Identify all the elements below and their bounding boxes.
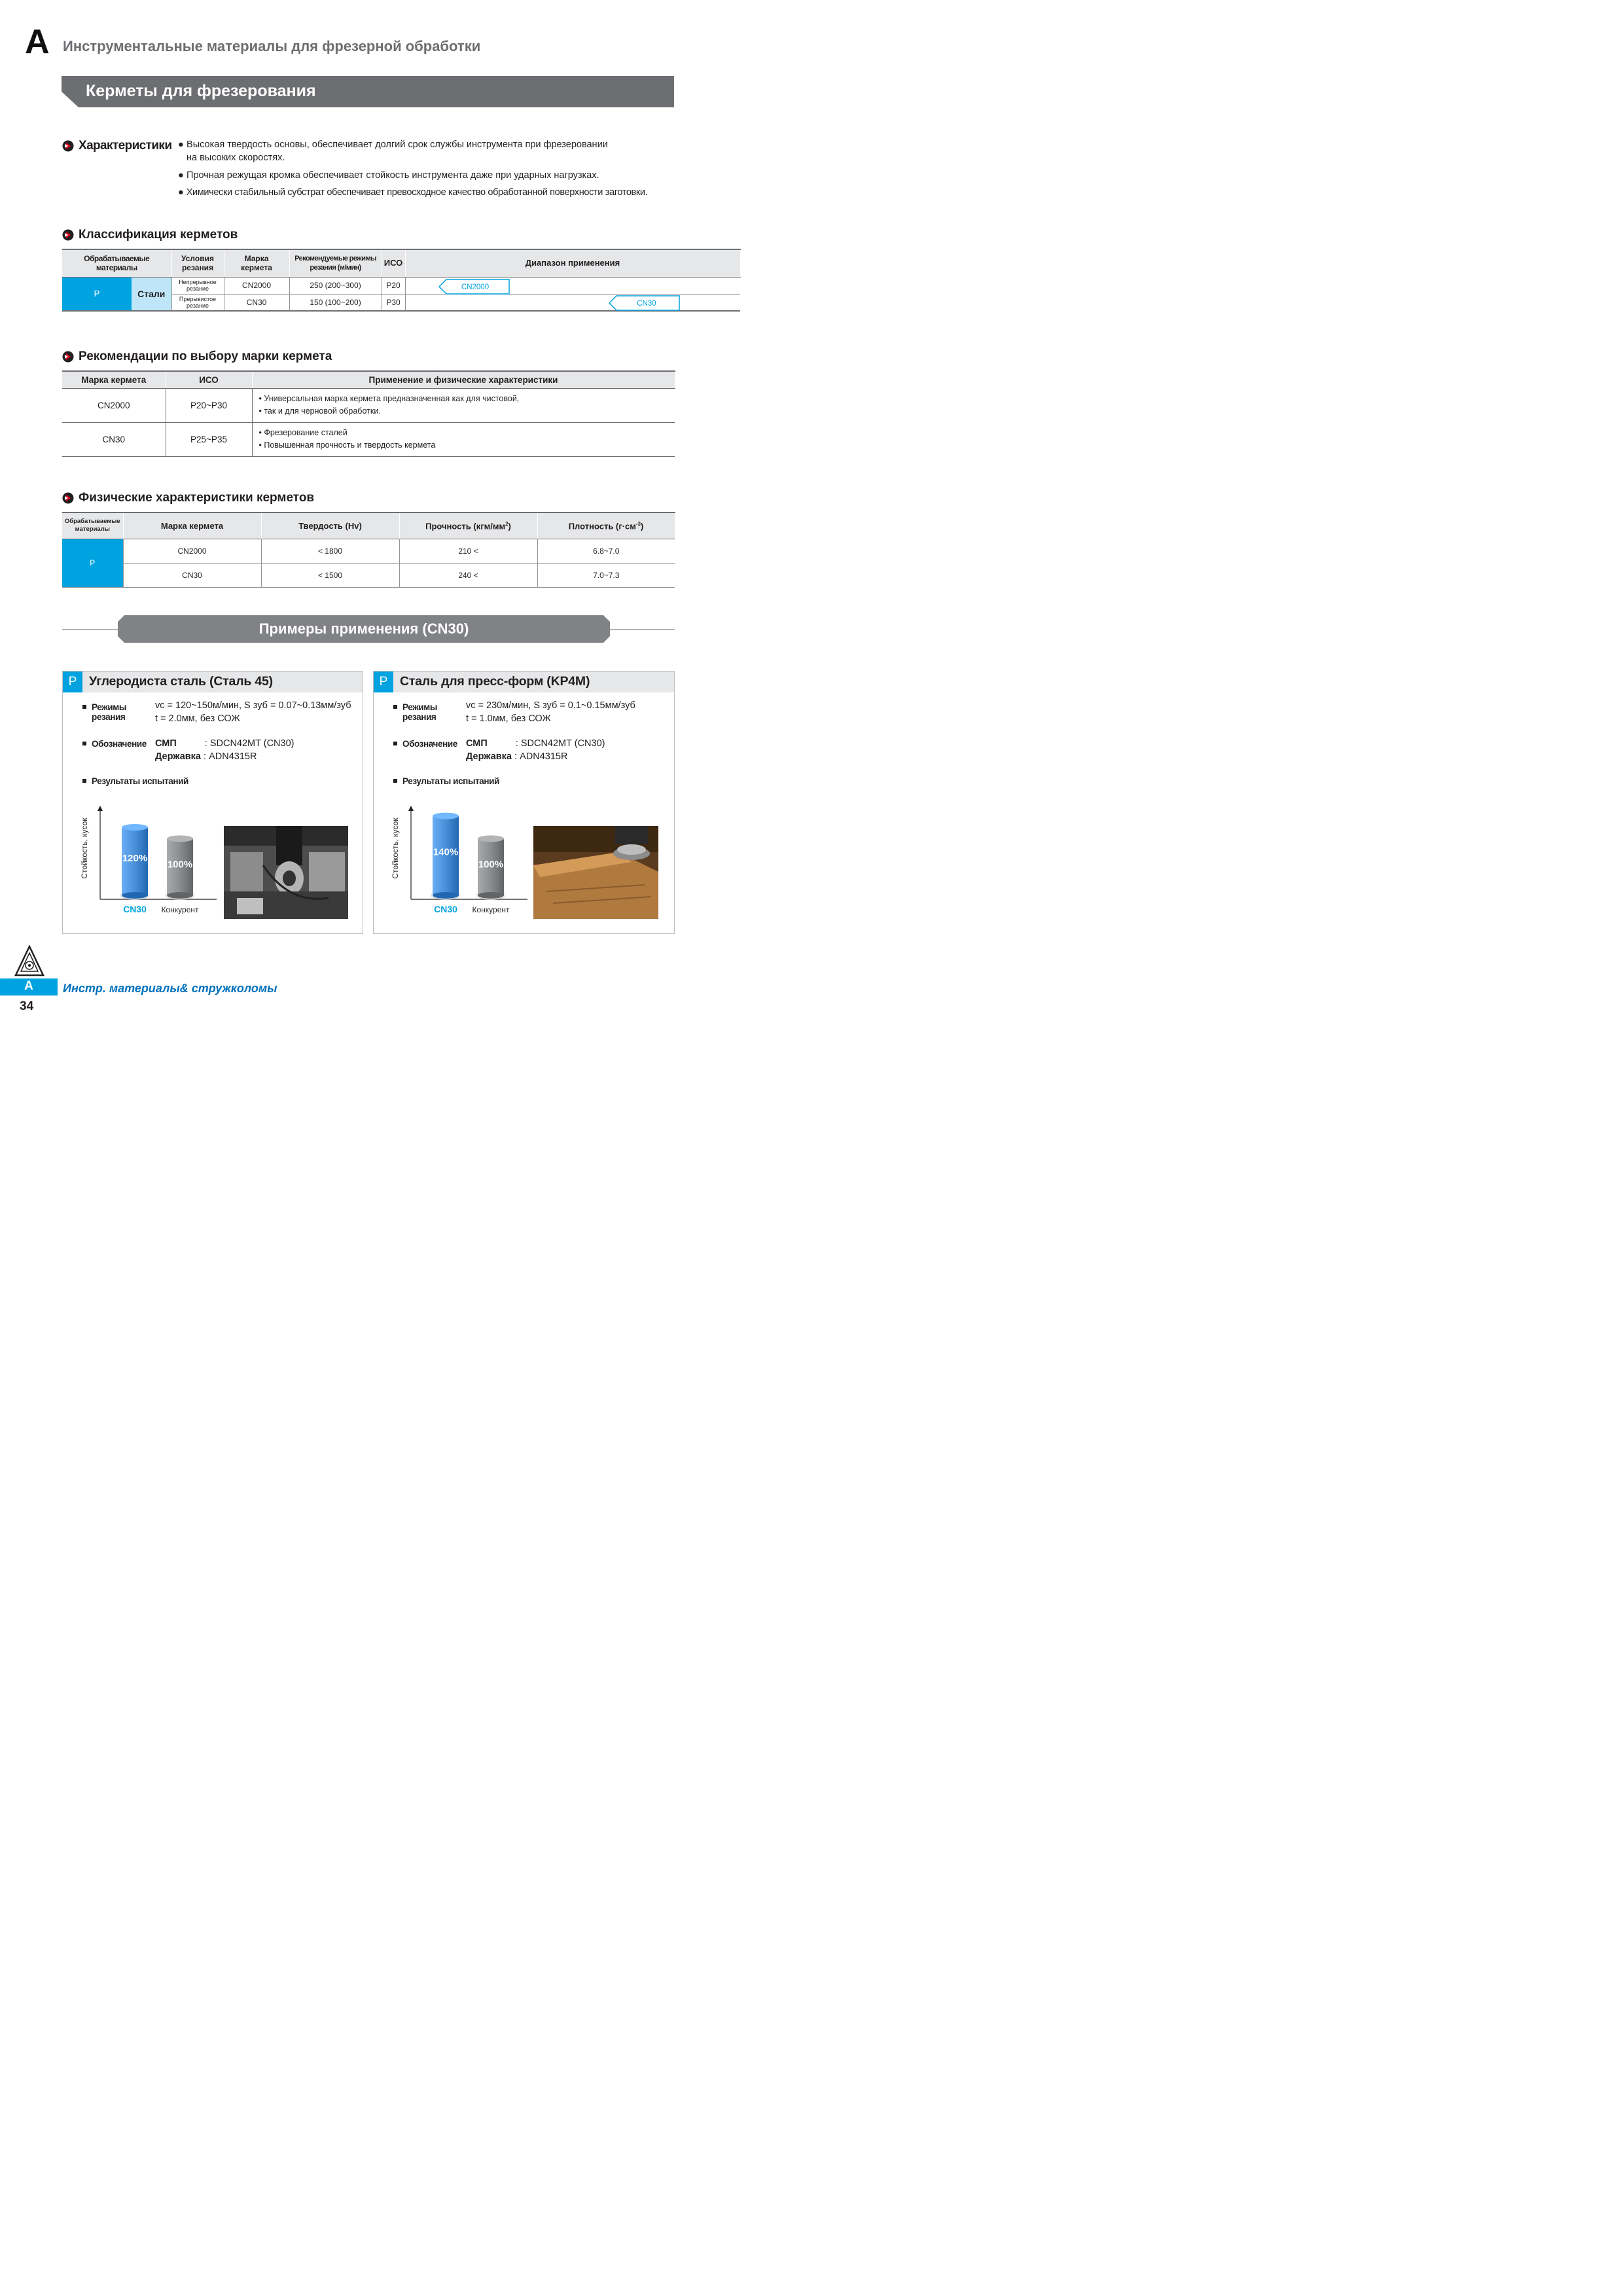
recommendations-heading [62, 350, 332, 364]
feature-text: Прочная режущая кромка обеспечивает стойкость инструмента даже при ударных нагрузках. [187, 170, 599, 181]
examples-title: Примеры применения (CN30) [259, 620, 469, 637]
banner-notch [62, 92, 79, 107]
y-axis-arrow-icon [408, 806, 414, 811]
condition-cell: Непрерывное резание [171, 277, 224, 294]
range-cell [405, 294, 740, 311]
col-header-material: Обрабатываемые материалы [62, 249, 171, 277]
range-arrow-cn2000 [438, 279, 510, 295]
condition-cell: Прерывистое резание [171, 294, 224, 311]
category-label: CN30 [123, 904, 147, 914]
category-label: Конкурент [472, 905, 510, 914]
col-header-application: Применение и физические характеристики [252, 371, 675, 388]
example-card [62, 671, 363, 934]
results-chart [79, 802, 223, 920]
table-header-row [62, 512, 675, 539]
application-cell: • Универсальная марка кермета предназначенная как для чистовой, • так и для черновой обработки. [252, 388, 675, 422]
insert-logo-icon [14, 945, 45, 978]
strength-cell: 240 < [399, 563, 537, 587]
col-header-conditions: Условия резания [171, 249, 224, 277]
designation-values: СМП : SDCN42MT (CN30) Державка : ADN4315R [155, 738, 294, 762]
card-group-badge: P [374, 672, 393, 692]
col-header-range: Диапазон применения [405, 249, 740, 277]
example-card [373, 671, 675, 934]
recommendations-heading-text: Рекомендации по выбору марки кермета [79, 350, 332, 363]
section-arrow-icon [62, 351, 74, 363]
range-label: CN2000 [461, 283, 489, 291]
modes-label: Режимы резания [393, 702, 437, 722]
bar-value-label: 140% [433, 846, 459, 858]
iso-cell: P25~P35 [166, 422, 252, 456]
y-axis-label: Стойкость, кусок [391, 817, 400, 879]
results-label: Результаты испытаний [393, 776, 499, 786]
card-title: Сталь для пресс-форм (KP4M) [400, 674, 590, 689]
classification-heading [62, 228, 238, 242]
range-arrow-cn30 [609, 295, 681, 311]
table-header-row [62, 249, 740, 277]
grade-cell: CN30 [62, 422, 166, 456]
table-row [62, 422, 675, 456]
designation-values: СМП : SDCN42MT (CN30) Державка : ADN4315R [466, 738, 605, 762]
category-label: Конкурент [161, 905, 199, 914]
col-header-grade: Марка кермета [224, 249, 289, 277]
grade-cell: CN2000 [224, 277, 289, 294]
card-title: Углеродиста сталь (Сталь 45) [89, 674, 273, 689]
table-header-row [62, 371, 675, 388]
footer-tab-letter: A [24, 979, 33, 993]
grade-cell: CN30 [123, 563, 261, 587]
bar-value-label: 100% [478, 859, 504, 870]
col-header-modes: Рекомендуемые режимы резания (м/мин) [289, 249, 382, 277]
iso-cell: P20 [382, 277, 405, 294]
col-header-hardness: Твердость (Hv) [261, 512, 399, 539]
hardness-cell: < 1800 [261, 539, 399, 563]
col-header-grade: Марка кермета [123, 512, 261, 539]
col-header-iso: ИСО [382, 249, 405, 277]
milling-photo [533, 826, 658, 919]
section-arrow-icon [62, 229, 74, 241]
modes-label: Режимы резания [82, 702, 126, 722]
page-title: Инструментальные материалы для фрезерной обработки [63, 38, 481, 54]
density-cell: 6.8~7.0 [537, 539, 675, 563]
feature-item: ● Прочная режущая кромка обеспечивает стойкость инструмента даже при ударных нагрузках. [178, 170, 599, 181]
speed-cell: 250 (200~300) [289, 277, 382, 294]
footer-section-title: Инстр. материалы& стружколомы [63, 982, 277, 995]
category-label: CN30 [434, 904, 457, 914]
grade-cell: CN30 [224, 294, 289, 311]
classification-heading-text: Классификация керметов [79, 228, 238, 242]
col-header-material: Обрабатываемые материалы [62, 512, 123, 539]
iso-cell: P30 [382, 294, 405, 311]
section-arrow-icon [62, 492, 74, 504]
section-arrow-icon [62, 140, 74, 152]
features-heading-text: Характеристики [79, 139, 172, 152]
hardness-cell: < 1500 [261, 563, 399, 587]
bar-value-label: 100% [167, 859, 193, 870]
divider-line [62, 629, 121, 630]
feature-text: Высокая твердость основы, обеспечивает долгий срок службы инструмента при фрезеровании [187, 139, 608, 150]
col-header-density: Плотность $(г\cdot см^{-3})$ [537, 512, 675, 539]
y-axis-label: Стойкость, кусок [80, 817, 89, 879]
density-cell: 7.0~7.3 [537, 563, 675, 587]
results-label: Результаты испытаний [82, 776, 188, 786]
application-cell: • Фрезерование сталей • Повышенная прочность и твердость кермета [252, 422, 675, 456]
feature-text: на высоких скоростях. [187, 152, 285, 163]
recommendations-table [62, 370, 675, 457]
material-steel: Стали [132, 277, 171, 311]
iso-cell: P20~P30 [166, 388, 252, 422]
speed-cell: 150 (100~200) [289, 294, 382, 311]
table-row [62, 563, 675, 587]
modes-values: vc = 120~150м/мин, S зуб = 0.07~0.13мм/зуб t = 2.0мм, без СОЖ [155, 700, 351, 724]
material-group-p: P [62, 539, 123, 587]
physical-heading-text: Физические характеристики керметов [79, 491, 315, 505]
table-row [62, 539, 675, 563]
table-row [62, 388, 675, 422]
page-number: 34 [20, 999, 34, 1013]
feature-item: ● Высокая твердость основы, обеспечивает долгий срок службы инструмента при фрезеровании на высоких скоростях. [178, 139, 608, 163]
physical-table [62, 512, 675, 588]
divider-line [607, 629, 675, 630]
grade-cell: CN2000 [62, 388, 166, 422]
col-header-grade: Марка кермета [62, 371, 166, 388]
banner-title: Керметы для фрезерования [86, 82, 316, 100]
feature-item: ● Химически стабильный субстрат обеспечивает превосходное качество обработанной поверхности заготовки. [178, 187, 648, 198]
designation-label: Обозначение [393, 739, 457, 749]
results-chart [390, 802, 534, 920]
col-header-iso: ИСО [166, 371, 252, 388]
range-cell [405, 277, 740, 294]
strength-cell: 210 < [399, 539, 537, 563]
range-label: CN30 [636, 299, 656, 308]
designation-label: Обозначение [82, 739, 147, 749]
col-header-strength: Прочность $(кгм/мм^2)$ [399, 512, 537, 539]
section-letter: A [25, 23, 50, 61]
features-heading [62, 139, 171, 153]
feature-text: Химически стабильный субстрат обеспечивает превосходное качество обработанной поверхности заготовки. [186, 187, 648, 198]
grade-cell: CN2000 [123, 539, 261, 563]
bar-value-label: 120% [122, 852, 148, 864]
milling-photo [224, 826, 348, 919]
y-axis-arrow-icon [98, 806, 103, 811]
table-row [62, 277, 740, 294]
modes-values: vc = 230м/мин, S зуб = 0.1~0.15мм/зуб t = 1.0мм, без СОЖ [466, 700, 635, 724]
material-group-p: P [62, 277, 132, 311]
physical-heading [62, 491, 314, 505]
classification-table [62, 249, 741, 312]
card-group-badge: P [63, 672, 82, 692]
